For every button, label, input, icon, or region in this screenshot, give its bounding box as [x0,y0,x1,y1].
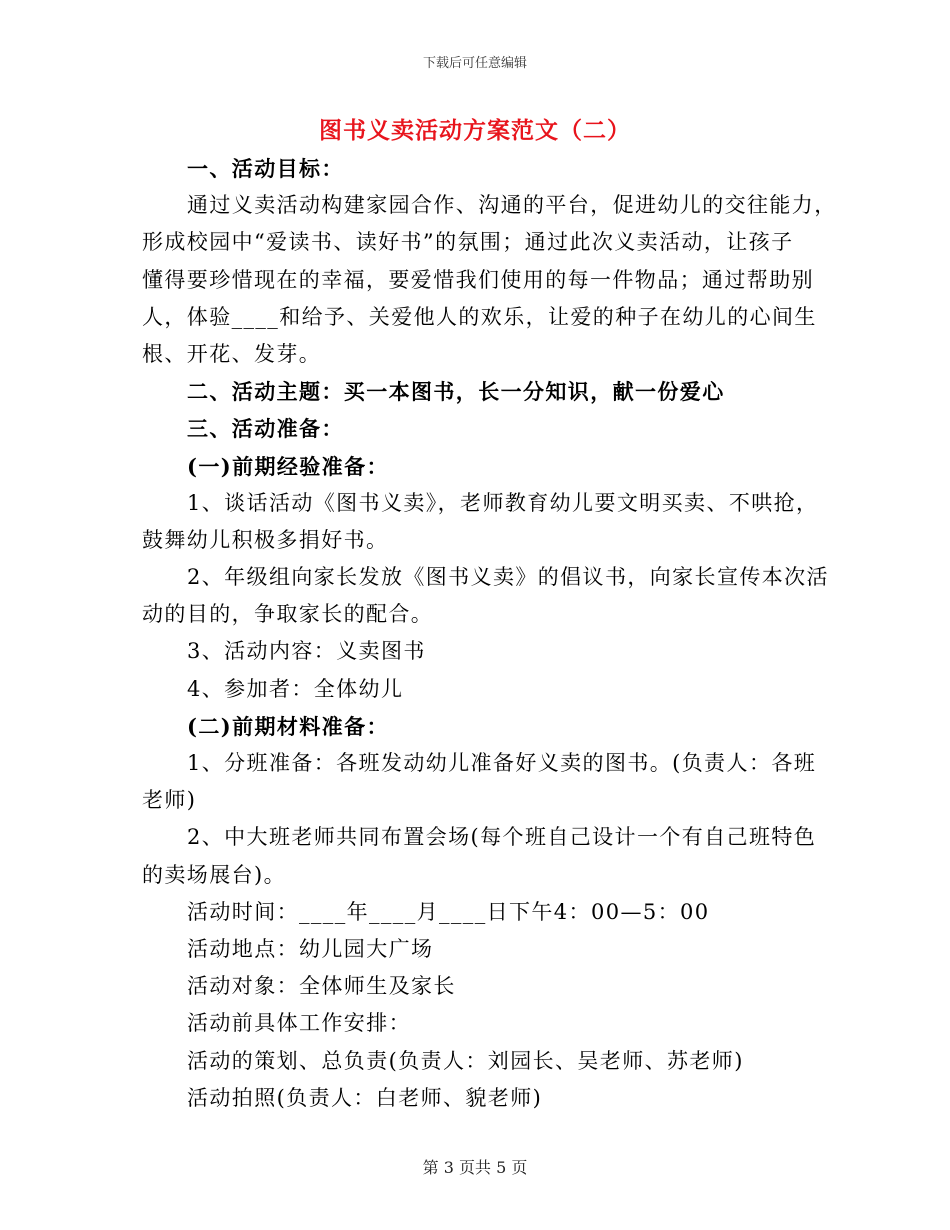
section-heading: 三、活动准备： [187,416,344,442]
paragraph-line: 通过义卖活动构建家园合作、沟通的平台，促进幼儿的交往能力， [187,193,837,218]
subsection-heading: (二)前期材料准备： [187,713,389,739]
paragraph-line: 活动地点：幼儿园大广场 [187,936,434,961]
paragraph-line: 1、谈话活动《图书义卖》，老师教育幼儿要文明买卖、不哄抢， [187,490,819,515]
paragraph-line: 形成校园中“爱读书、读好书”的氛围；通过此次义卖活动，让孩子 [142,230,794,255]
page-header: 下载后可任意编辑 [422,56,527,71]
document-body [142,150,837,1117]
paragraph-line: 4、参加者：全体幼儿 [187,676,404,701]
section-heading: 一、活动目标： [187,156,344,181]
paragraph-line: 活动时间：____年____月____日下午4：00—5：00 [187,899,710,924]
paragraph-line: 3、活动内容：义卖图书 [187,639,426,664]
paragraph-line: 鼓舞幼儿积极多捐好书。 [142,527,389,552]
section-heading: 二、活动主题：买一本图书，长一分知识，献一份爱心 [187,379,725,405]
paragraph-line: 2、中大班老师共同布置会场(每个班自己设计一个有自己班特色 [187,825,817,850]
document-title: 图书义卖活动方案范文（二） [319,117,631,144]
paragraph-line: 2、年级组向家长发放《图书义卖》的倡议书，向家长宣传本次活 [187,565,829,590]
paragraph-line: 动的目的，争取家长的配合。 [142,602,434,627]
paragraph-line: 的卖场展台)。 [142,862,286,887]
paragraph-line: 活动的策划、总负责(负责人：刘园长、吴老师、苏老师) [187,1048,744,1073]
paragraph-line: 人，体验____和给予、关爱他人的欢乐，让爱的种子在幼儿的心间生 [142,304,817,329]
paragraph-line: 懂得要珍惜现在的幸福，要爱惜我们使用的每一件物品；通过帮助别 [142,267,814,292]
paragraph-line: 活动拍照(负责人：白老师、貌老师) [187,1085,543,1110]
paragraph-line: 根、开花、发芽。 [142,341,322,366]
page-number: 第 3 页共 5 页 [422,1158,528,1177]
paragraph-line: 活动前具体工作安排： [187,1011,411,1036]
subsection-heading: (一)前期经验准备： [187,453,389,479]
paragraph-line: 活动对象：全体师生及家长 [187,974,456,999]
paragraph-line: 老师) [142,788,197,813]
paragraph-line: 1、分班准备：各班发动幼儿准备好义卖的图书。(负责人：各班 [187,751,817,775]
